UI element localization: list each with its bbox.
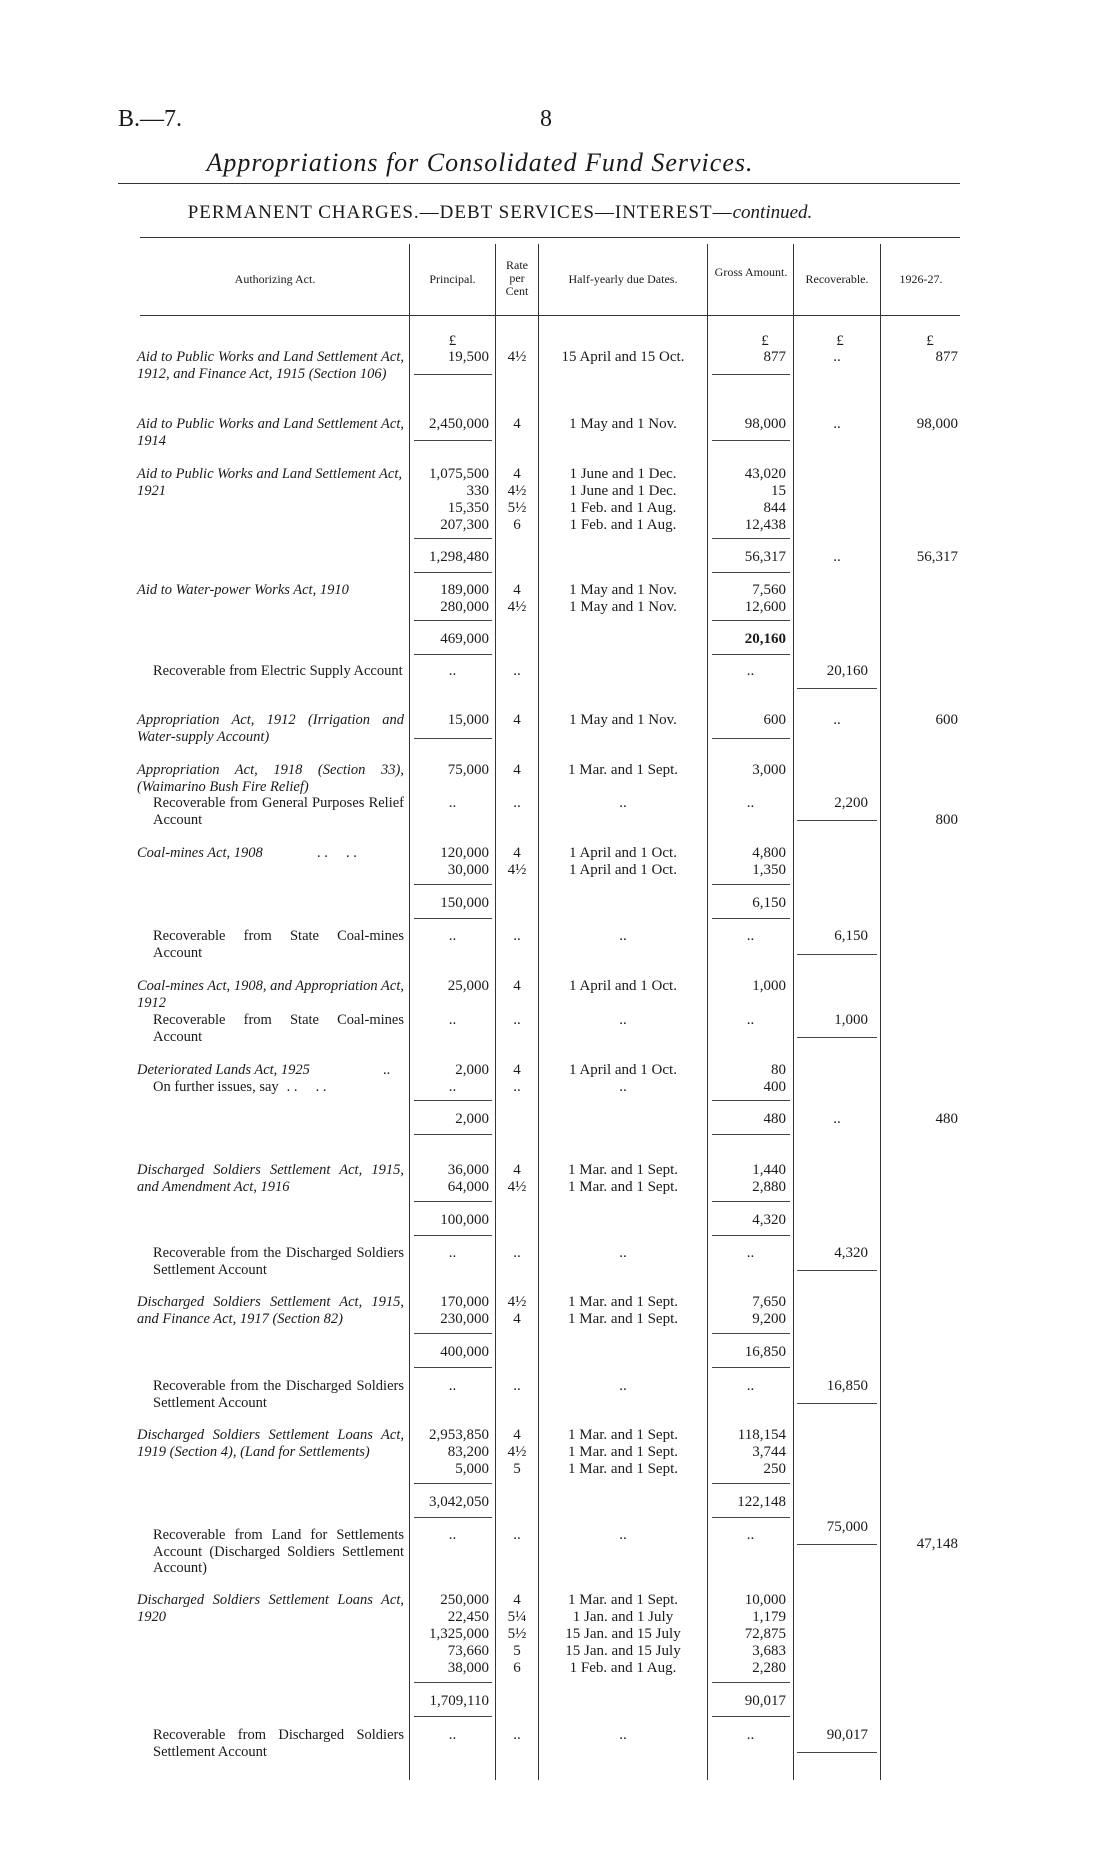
gross-amount: 250: [763, 1461, 786, 1477]
gross-amount: ..: [746, 1012, 755, 1028]
gross-total: 122,148: [737, 1494, 786, 1510]
principal-value: 15,000: [447, 712, 489, 728]
page-number: 8: [540, 106, 552, 132]
gross-amount: 10,000: [744, 1592, 786, 1608]
due-dates: 15 April and 15 Oct.: [561, 349, 685, 365]
subtotal-rule: [712, 1201, 790, 1202]
gross-amount: 98,000: [744, 416, 786, 432]
due-dates: 1 May and 1 Nov.: [569, 712, 677, 728]
subtotal-rule: [797, 1752, 877, 1753]
rate-value: ..: [513, 1727, 521, 1743]
rate-value: 6: [513, 1660, 521, 1676]
gross-amount: 15: [771, 483, 786, 499]
subtotal-rule: [414, 918, 492, 919]
gross-amount: ..: [746, 928, 755, 944]
subtotal-rule: [414, 1682, 492, 1683]
subtotal-rule: [414, 374, 492, 375]
gross-amount: 1,179: [752, 1609, 786, 1625]
principal-value: 1,325,000: [429, 1626, 489, 1642]
recoverable-amount: 75,000: [826, 1519, 868, 1535]
gross-amount: 2,880: [752, 1179, 786, 1195]
authorizing-act: Discharged Soldiers Settlement Loans Act, 1919 (Section 4), (Land for Settlements): [137, 1427, 404, 1460]
due-dates: 1 April and 1 Oct.: [569, 978, 677, 994]
principal-total: 400,000: [440, 1344, 489, 1360]
due-dates: ..: [619, 928, 627, 944]
subtotal-rule: [712, 738, 790, 739]
recoverable-amount: 6,150: [834, 928, 868, 944]
subtotal-rule: [414, 572, 492, 573]
recoverable-amount: 1,000: [834, 1012, 868, 1028]
subtotal-rule: [712, 1333, 790, 1334]
authorizing-act: Coal-mines Act, 1908, and Appropriation Act, 1912: [137, 978, 404, 1011]
subtotal-rule: [712, 884, 790, 885]
subtotal-rule: [414, 1201, 492, 1202]
principal-value: 36,000: [447, 1162, 489, 1178]
principal-value: 15,350: [447, 500, 489, 516]
currency-symbol: £: [448, 333, 457, 349]
subtotal-rule: [712, 620, 790, 621]
gross-amount: 80: [771, 1062, 786, 1078]
due-dates: 15 Jan. and 15 July: [565, 1626, 681, 1642]
due-dates: 1 May and 1 Nov.: [569, 582, 677, 598]
rate-value: 4: [513, 762, 521, 778]
rate-value: ..: [513, 1245, 521, 1261]
recoverable-amount: ..: [833, 416, 841, 432]
subtotal-rule: [414, 738, 492, 739]
principal-total: 469,000: [440, 631, 489, 647]
column-header-dates: Half-yearly due Dates.: [568, 272, 678, 286]
gross-total: 480: [763, 1111, 786, 1127]
principal-total: 1,298,480: [429, 549, 489, 565]
recoverable-account: Recoverable from Land for Settlements Account (Discharged Soldiers Settlement Account): [153, 1527, 404, 1576]
gross-amount: ..: [746, 795, 755, 811]
principal-total: 150,000: [440, 895, 489, 911]
rate-value: ..: [513, 928, 521, 944]
subtotal-rule: [414, 620, 492, 621]
gross-amount: 12,600: [744, 599, 786, 615]
gross-amount: 877: [763, 349, 786, 365]
subtotal-rule: [414, 654, 492, 655]
rate-value: 4½: [507, 1444, 527, 1460]
principal-value: 5,000: [455, 1461, 489, 1477]
recoverable-amount: ..: [833, 1111, 841, 1127]
gross-amount: 7,650: [752, 1294, 786, 1310]
due-dates: 1 Mar. and 1 Sept.: [568, 762, 678, 778]
subtotal-rule: [712, 1134, 790, 1135]
subtotal-rule: [712, 1100, 790, 1101]
subtotal-rule: [414, 1333, 492, 1334]
rate-value: 4: [513, 1427, 521, 1443]
due-dates: 1 Mar. and 1 Sept.: [568, 1294, 678, 1310]
principal-value: 189,000: [440, 582, 489, 598]
principal-total: 3,042,050: [429, 1494, 489, 1510]
due-dates: 1 April and 1 Oct.: [569, 862, 677, 878]
due-dates: ..: [619, 1527, 627, 1543]
principal-value: 22,450: [447, 1609, 489, 1625]
due-dates: 1 April and 1 Oct.: [569, 845, 677, 861]
rate-value: 5½: [507, 500, 527, 516]
rate-value: ..: [513, 663, 521, 679]
recoverable-amount: 2,200: [834, 795, 868, 811]
subtotal-rule: [797, 820, 877, 821]
recoverable-amount: 4,320: [834, 1245, 868, 1261]
recoverable-account: Recoverable from Electric Supply Account: [153, 663, 403, 679]
rate-value: 4½: [507, 599, 527, 615]
due-dates: 1 Feb. and 1 Aug.: [569, 500, 677, 516]
subtotal-rule: [414, 1100, 492, 1101]
rate-value: 5: [513, 1643, 521, 1659]
principal-value: ..: [448, 663, 457, 679]
gross-amount: ..: [746, 1727, 755, 1743]
subtotal-rule: [797, 688, 877, 689]
subtotal-rule: [712, 538, 790, 539]
due-dates: 1 Mar. and 1 Sept.: [568, 1311, 678, 1327]
rate-value: 4½: [507, 1294, 527, 1310]
gross-amount: 12,438: [744, 517, 786, 533]
subtotal-rule: [712, 440, 790, 441]
gross-amount: 400: [763, 1079, 786, 1095]
rate-value: ..: [513, 1378, 521, 1394]
gross-total: 6,150: [752, 895, 786, 911]
currency-symbol: £: [761, 333, 769, 349]
year-amount: 47,148: [916, 1536, 958, 1552]
subtotal-rule: [712, 1235, 790, 1236]
gross-amount: 1,440: [752, 1162, 786, 1178]
authorizing-act: Appropriation Act, 1912 (Irrigation and Water-supply Account): [137, 712, 404, 745]
rate-value: ..: [513, 795, 521, 811]
due-dates: 15 Jan. and 15 July: [565, 1643, 681, 1659]
authorizing-act: Deteriorated Lands Act, 1925 ..: [137, 1062, 391, 1078]
section-subtitle: PERMANENT CHARGES.—DEBT SERVICES—INTEREST—continued.: [187, 202, 813, 223]
rate-value: 4: [513, 582, 521, 598]
subtotal-rule: [797, 1544, 877, 1545]
gross-amount: ..: [746, 1245, 755, 1261]
rate-value: ..: [513, 1079, 521, 1095]
rate-value: 4½: [507, 349, 527, 365]
authorizing-act: Aid to Public Works and Land Settlement Act, 1912, and Finance Act, 1915 (Section 106): [137, 349, 404, 382]
principal-total: 1,709,110: [429, 1693, 489, 1709]
rate-value: 4: [513, 712, 521, 728]
gross-total: 90,017: [744, 1693, 786, 1709]
authorizing-act: Discharged Soldiers Settlement Loans Act, 1920: [137, 1592, 404, 1625]
due-dates: 1 Mar. and 1 Sept.: [568, 1162, 678, 1178]
recoverable-account: On further issues, say . . . .: [153, 1079, 327, 1095]
recoverable-amount: ..: [833, 549, 841, 565]
rate-value: ..: [513, 1527, 521, 1543]
principal-value: 1,075,500: [429, 466, 489, 482]
principal-value: ..: [448, 1527, 457, 1543]
authorizing-act: Aid to Water-power Works Act, 1910: [137, 582, 349, 598]
principal-value: 2,000: [455, 1062, 489, 1078]
document-reference: B.—7.: [118, 106, 183, 132]
principal-value: 2,953,850: [429, 1427, 489, 1443]
authorizing-act: Appropriation Act, 1918 (Section 33), (Waimarino Bush Fire Relief): [137, 762, 404, 795]
principal-value: 170,000: [440, 1294, 489, 1310]
principal-total: 2,000: [455, 1111, 489, 1127]
subtotal-rule: [414, 884, 492, 885]
gross-amount: 3,000: [752, 762, 786, 778]
principal-value: 19,500: [447, 349, 489, 365]
column-header-rate: Rate per Cent: [505, 258, 529, 298]
principal-value: 207,300: [440, 517, 489, 533]
column-header-year: 1926-27.: [899, 272, 943, 286]
due-dates: 1 Jan. and 1 July: [572, 1609, 674, 1625]
principal-value: 25,000: [447, 978, 489, 994]
recoverable-account: Recoverable from State Coal-mines Account: [153, 1012, 404, 1045]
principal-value: ..: [448, 1079, 457, 1095]
subtotal-rule: [712, 374, 790, 375]
due-dates: ..: [619, 795, 627, 811]
due-dates: 1 May and 1 Nov.: [569, 416, 677, 432]
recoverable-account: Recoverable from the Discharged Soldiers Settlement Account: [153, 1378, 404, 1411]
year-amount: 56,317: [916, 549, 958, 565]
rate-value: 4: [513, 1592, 521, 1608]
principal-value: ..: [448, 928, 457, 944]
year-amount: 600: [935, 712, 958, 728]
principal-value: 83,200: [447, 1444, 489, 1460]
due-dates: 1 Feb. and 1 Aug.: [569, 1660, 677, 1676]
principal-value: ..: [448, 795, 457, 811]
due-dates: ..: [619, 1245, 627, 1261]
gross-amount: 600: [763, 712, 786, 728]
subtotal-rule: [797, 1037, 877, 1038]
rate-value: 4½: [507, 1179, 527, 1195]
due-dates: 1 May and 1 Nov.: [569, 599, 677, 615]
subtotal-rule: [414, 1483, 492, 1484]
principal-value: ..: [448, 1378, 457, 1394]
gross-amount: 4,800: [752, 845, 786, 861]
principal-value: 38,000: [447, 1660, 489, 1676]
rate-value: 4: [513, 1062, 521, 1078]
subtotal-rule: [712, 1483, 790, 1484]
principal-value: 330: [466, 483, 489, 499]
subtotal-rule: [712, 918, 790, 919]
gross-amount: 1,000: [752, 978, 786, 994]
principal-value: ..: [448, 1727, 457, 1743]
column-header-recoverable: Recoverable.: [805, 272, 869, 286]
gross-amount: 118,154: [737, 1427, 786, 1443]
currency-symbol: £: [926, 333, 934, 349]
gross-amount: 43,020: [744, 466, 786, 482]
gross-total: 16,850: [744, 1344, 786, 1360]
principal-total: 100,000: [440, 1212, 489, 1228]
authorizing-act: Aid to Public Works and Land Settlement Act, 1921: [137, 466, 403, 499]
subtotal-rule: [414, 538, 492, 539]
gross-amount: 1,350: [752, 862, 786, 878]
gross-total: 56,317: [744, 549, 786, 565]
year-amount: 480: [935, 1111, 958, 1127]
due-dates: ..: [619, 1079, 627, 1095]
due-dates: 1 June and 1 Dec.: [569, 483, 677, 499]
currency-symbol: £: [836, 333, 844, 349]
due-dates: 1 Mar. and 1 Sept.: [568, 1179, 678, 1195]
recoverable-amount: ..: [833, 349, 841, 365]
subtotal-rule: [712, 1367, 790, 1368]
gross-amount: ..: [746, 1378, 755, 1394]
recoverable-account: Recoverable from General Purposes Relief Account: [153, 795, 404, 828]
column-header-gross: Gross Amount.: [714, 265, 788, 279]
column-header-act: Authorizing Act.: [234, 272, 316, 286]
rate-value: 4½: [507, 862, 527, 878]
rate-value: 4: [513, 978, 521, 994]
subtotal-rule: [414, 1235, 492, 1236]
due-dates: 1 Mar. and 1 Sept.: [568, 1461, 678, 1477]
rate-value: 4: [513, 466, 521, 482]
subtotal-rule: [712, 654, 790, 655]
gross-amount: 72,875: [744, 1626, 786, 1642]
authorizing-act: Aid to Public Works and Land Settlement Act, 1914: [137, 416, 404, 449]
rate-value: 5½: [507, 1626, 527, 1642]
due-dates: ..: [619, 1727, 627, 1743]
recoverable-account: Recoverable from Discharged Soldiers Settlement Account: [153, 1727, 404, 1760]
gross-total: 20,160: [744, 631, 786, 647]
rate-value: 4: [513, 416, 521, 432]
rate-value: 5: [513, 1461, 521, 1477]
subtotal-rule: [414, 1134, 492, 1135]
principal-value: 120,000: [440, 845, 489, 861]
gross-amount: ..: [746, 1527, 755, 1543]
subtotal-rule: [414, 1517, 492, 1518]
principal-value: 73,660: [447, 1643, 489, 1659]
subtotal-rule: [414, 440, 492, 441]
principal-value: ..: [448, 1245, 457, 1261]
subtotal-rule: [712, 1716, 790, 1717]
authorizing-act: Coal-mines Act, 1908 . . . .: [137, 845, 357, 861]
page-title: Appropriations for Consolidated Fund Services.: [206, 148, 754, 177]
due-dates: 1 Mar. and 1 Sept.: [568, 1592, 678, 1608]
due-dates: ..: [619, 1012, 627, 1028]
rate-value: 4½: [507, 483, 527, 499]
year-amount: 800: [935, 812, 958, 828]
gross-amount: 9,200: [752, 1311, 786, 1327]
rate-value: 4: [513, 1311, 521, 1327]
recoverable-amount: 90,017: [826, 1727, 868, 1743]
recoverable-amount: 20,160: [826, 663, 868, 679]
authorizing-act: Discharged Soldiers Settlement Act, 1915, and Amendment Act, 1916: [137, 1162, 404, 1195]
year-amount: 877: [935, 349, 958, 365]
principal-value: 280,000: [440, 599, 489, 615]
recoverable-account: Recoverable from State Coal-mines Account: [153, 928, 404, 961]
subtotal-rule: [797, 1270, 877, 1271]
due-dates: 1 Mar. and 1 Sept.: [568, 1444, 678, 1460]
due-dates: 1 June and 1 Dec.: [569, 466, 677, 482]
rate-value: 6: [513, 517, 521, 533]
gross-amount: 844: [763, 500, 786, 516]
subtotal-rule: [414, 1716, 492, 1717]
principal-value: 230,000: [440, 1311, 489, 1327]
recoverable-amount: ..: [833, 712, 841, 728]
due-dates: 1 Feb. and 1 Aug.: [569, 517, 677, 533]
subtotal-rule: [712, 1682, 790, 1683]
subtotal-rule: [797, 954, 877, 955]
principal-value: ..: [448, 1012, 457, 1028]
year-amount: 98,000: [916, 416, 958, 432]
gross-amount: 3,683: [752, 1643, 786, 1659]
gross-amount: 3,744: [752, 1444, 786, 1460]
principal-value: 75,000: [447, 762, 489, 778]
principal-value: 2,450,000: [429, 416, 489, 432]
rate-value: 4: [513, 1162, 521, 1178]
authorizing-act: Discharged Soldiers Settlement Act, 1915, and Finance Act, 1917 (Section 82): [137, 1294, 404, 1327]
principal-value: 250,000: [440, 1592, 489, 1608]
rate-value: 5¼: [507, 1609, 527, 1625]
principal-value: 64,000: [447, 1179, 489, 1195]
table-top-rule: [140, 237, 960, 238]
gross-amount: 7,560: [752, 582, 786, 598]
table-header-rule: [140, 315, 960, 316]
recoverable-amount: 16,850: [826, 1378, 868, 1394]
due-dates: ..: [619, 1378, 627, 1394]
subtotal-rule: [712, 572, 790, 573]
subtotal-rule: [414, 1367, 492, 1368]
subtotal-rule: [712, 1517, 790, 1518]
recoverable-account: Recoverable from the Discharged Soldiers Settlement Account: [153, 1245, 404, 1278]
principal-value: 30,000: [447, 862, 489, 878]
gross-total: 4,320: [752, 1212, 786, 1228]
due-dates: 1 April and 1 Oct.: [569, 1062, 677, 1078]
rate-value: ..: [513, 1012, 521, 1028]
gross-amount: 2,280: [752, 1660, 786, 1676]
column-header-principal: Principal.: [429, 272, 476, 286]
subtotal-rule: [797, 1403, 877, 1404]
rate-value: 4: [513, 845, 521, 861]
title-rule: [118, 183, 960, 184]
due-dates: 1 Mar. and 1 Sept.: [568, 1427, 678, 1443]
gross-amount: ..: [746, 663, 755, 679]
